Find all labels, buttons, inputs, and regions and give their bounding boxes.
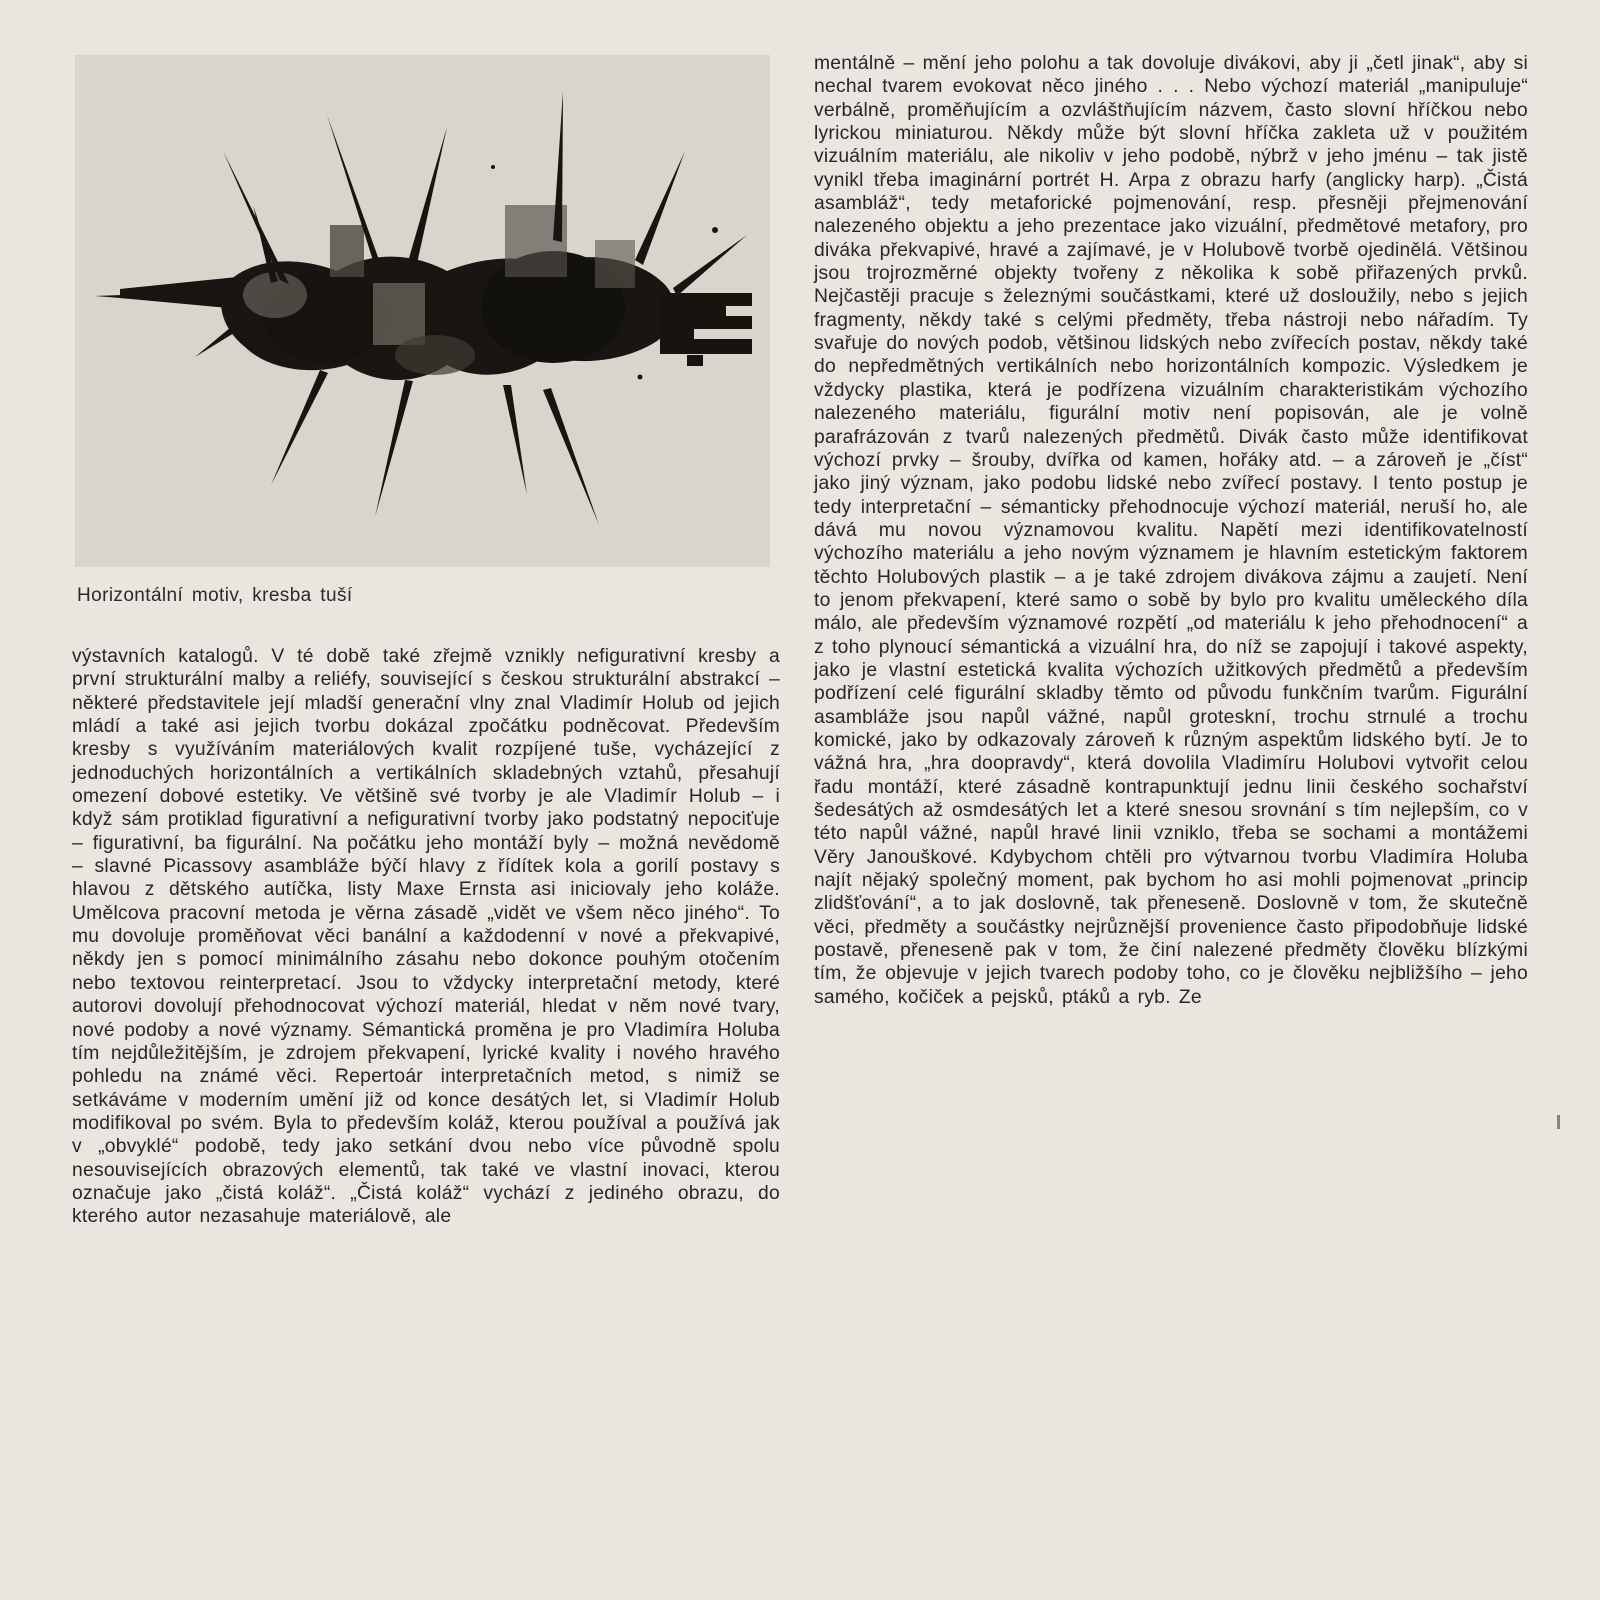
left-column-text: výstavních katalogů. V té době také zřejmě vznikly nefigurativní kresby a první strukturální malby a reliéfy, související s českou strukturální abstrakcí – některé představitele její mladší generační vlny znal Vladimír Holub od jejich mládí a také asi jejich tvorbu dokázal zpočátku podněcovat. Především kresby s využíváním materiálových kvalit rozpíjené tuše, vycházející z jednoduchých horizontálních a vertikálních skladebných vztahů, přesahují omezení dobové estetiky. Ve většině své tvorby je ale Vladimír Holub – i když sám protiklad figurativní a nefigurativní tvorby jako podstatný nepociťuje – figurativní, ba figurální. Na počátku jeho montáží byly – možná nevědomě – slavné Picassovy asambláže býčí hlavy z řídítek kola a gorilí postavy s hlavou z dětského autíčka, listy Maxe Ernsta asi iniciovaly jeho koláže. Umělcova pracovní metoda je věrna zásadě „vidět ve všem něco jiného“. To mu dovoluje proměňovat věci banální a každodenní v nové a překvapivé, někdy jen s pomocí minimálního zásahu nebo dokonce pouhým otočením nebo textovou reinterpretací. Jsou to vždycky interpretační metody, které autorovi dovolují přehodnocovat výchozí materiál, hledat v něm nové tvary, nové podoby a nové významy. Sémantická proměna je pro Vladimíra Holuba tím nejdůležitějším, je zdrojem překvapení, lyrické kvality i nového hravého pohledu na známé věci. Repertoár interpretačních metod, s nimiž se setkáváme v moderním umění již od konce desátých let, si Vladimír Holub modifikoval po svém. Byla to především koláž, kterou používal a používá jak v „obvyklé“ podobě, tedy jako setkání dvou nebo více původně spolu nesouvisejících obrazových elementů, tak také ve vlastní inovaci, kterou označuje jako „čistá koláž“. „Čistá koláž“ vychází z jediného obrazu, do kterého autor nezasahuje materiálově, ale: [72, 646, 780, 1228]
right-column-text: mentálně – mění jeho polohu a tak dovoluje divákovi, aby ji „četl jinak“, aby si nechal tvarem evokovat něco jiného . . . Nebo výchozí materiál „manipuluje“ verbálně, proměňujícím a ozvláštňujícím názvem, často slovní hříčkou nebo lyrickou miniaturou. Někdy může být slovní hříčka zakleta už v použitém vizuálním materiálu, ale nikoliv v jeho podobě, nýbrž v jeho jménu – tak jistě vynikl třeba imaginární portrét H. Arpa z obrazu harfy (anglicky harp). „Čistá asambláž“, tedy metaforické pojmenování, resp. přesněji přejmenování nalezeného objektu a jeho prezentace jako vizuální, předmětové metafory, pro diváka překvapivé, hravé a zajímavé, je v Holubově tvorbě ojedinělá. Většinou jsou trojrozměrné objekty tvořeny z několika k sobě přiřazených prvků. Nejčastěji pracuje s železnými součástkami, které už dosloužily, nebo s jejich fragmenty, někdy také s celými předměty, třeba nástroji nebo nářadím. Ty svařuje do nových podob, většinou lidských nebo zvířecích postav, někdy také do nepředmětných vertikálních nebo horizontálních kompozic. Výsledkem je vždycky plastika, která je podřízena vizuálním charakteristikám výchozího nalezeného materiálu, figurální motiv není popisován, ale je volně parafrázován z tvarů nalezených předmětů. Divák často může identifikovat výchozí prvky – šrouby, dvířka od kamen, hořáky atd. – a zároveň je „číst“ jako jiný význam, jako podobu lidské nebo zvířecí postavy. I tento postup je tedy interpretační – sémanticky přehodnocuje výchozí materiál, neruší ho, ale dává mu novou významovou kvalitu. Napětí mezi identifikovatelností výchozího materiálu a jeho novým významem je hlavním estetickým faktorem těchto Holubových plastik – a je také zdrojem divákova zájmu a zaujetí. Není to jenom překvapení, které samo o sobě by bylo pro kvalitu uměleckého díla málo, ale především významové rozpětí „od materiálu k jeho přehodnocení“ a z toho plynoucí sémantická a vizuální hra, do níž se zapojují i takové aspekty, jako je vlastní estetická kvalita výchozích užitkových předmětů a především podřízení celé figurální skladby těmto od původu funkčním tvarům. Figurální asambláže jsou napůl vážné, napůl groteskní, trochu strnulé a trochu komické, jako by odkazovaly zároveň k různým aspektům lidského bytí. Je to vážná hra, „hra doopravdy“, která dovolila Vladimíru Holubovi vytvořit celou řadu montáží, které zásadně kontrapunktují jednu linii českého sochařství šedesátých až osmdesátých let a které snesou srovnání s tím nejlepším, co v této napůl vážné, napůl hravé linii vzniklo, třeba se sochami a montážemi Věry Janouškové. Kdybychom chtěli pro výtvarnou tvorbu Vladimíra Holuba najít nějaký společný moment, pak bychom ho asi mohli pojmenovat „princip zlidšťování“, a to jak doslovně, tak přeneseně. Doslovně v tom, že skutečně věci, předměty a součástky nejrůznější provenience často připodobňuje lidské postavě, přeneseně pak v tom, že činí nalezené předměty člověku blízkými tím, že objevuje v jejich tvarech podoby toho, co je člověku nejbližšího – jeho samého, kočiček a pejsků, ptáků a ryb. Ze: [814, 53, 1528, 1008]
artwork-figure: [75, 55, 770, 567]
ink-drawing-image: [75, 55, 770, 567]
artwork-caption: Horizontální motiv, kresba tuší: [77, 585, 353, 606]
scan-artifact-mark: [1557, 1115, 1560, 1129]
